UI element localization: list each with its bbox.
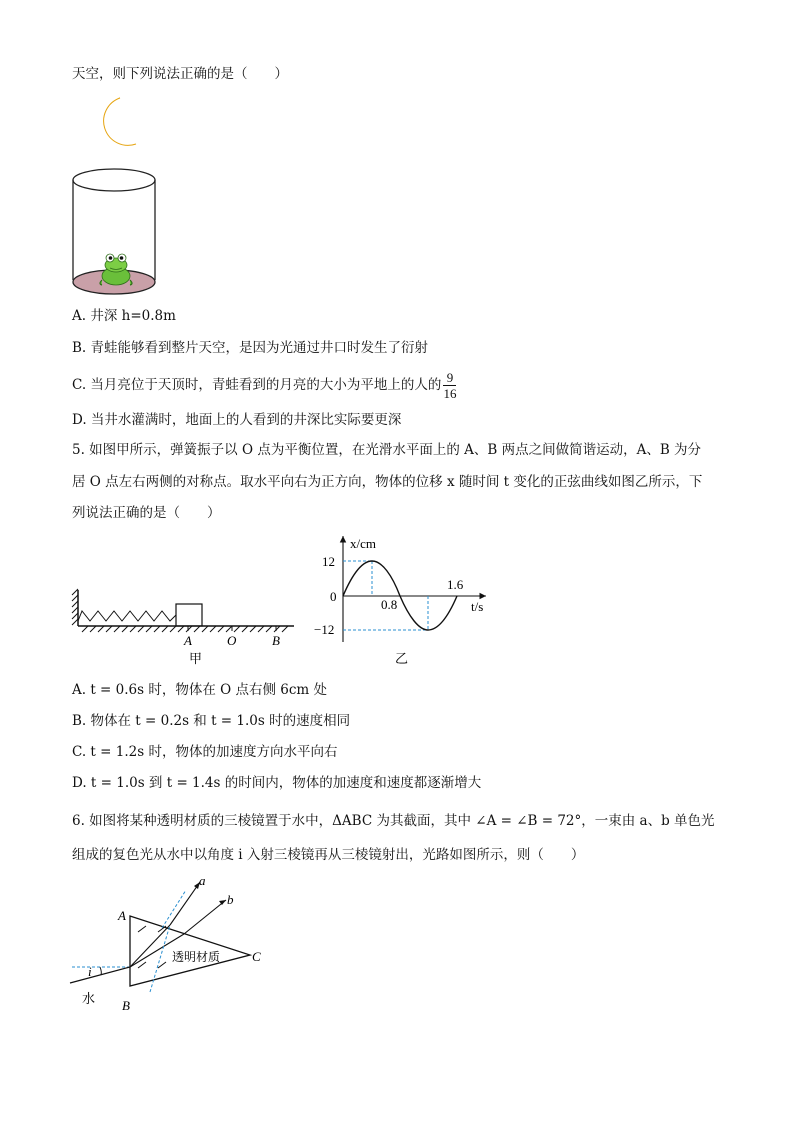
q4-option-b: B. 青蛙能够看到整片天空，是因为光通过井口时发生了衍射 [72,340,429,356]
block [176,604,202,626]
label-water: 水 [82,991,96,1006]
well-frog-figure [66,92,166,302]
tick-12: 12 [322,554,335,569]
label-angle-i: i [88,964,92,979]
label-a: A [184,633,192,648]
label-vertex-b: B [122,998,130,1013]
q4-option-d: D. 当井水灌满时，地面上的人看到的井深比实际要更深 [72,412,402,428]
prism-figure [66,870,276,1020]
q5-stem-line2: 居 O 点左右两侧的对称点。取水平向右为正方向，物体的位移 x 随时间 t 变化的正弦曲线如图乙所示，下 [72,474,703,490]
fraction [443,370,456,401]
q5-option-a: A. t = 0.6s 时，物体在 O 点右侧 6cm 处 [72,682,328,698]
displacement-time-graph [306,532,496,672]
tick-neg12: −12 [314,622,335,637]
q6-stem-line1: 6. 如图将某种透明材质的三棱镜置于水中，ΔABC 为其截面，其中 ∠A = ∠B = 72°，一束由 a、b 单色光 [72,813,715,829]
q5-option-b: B. 物体在 t = 0.2s 和 t = 1.0s 时的速度相同 [72,713,351,729]
q5-option-d: D. t = 1.0s 到 t = 1.4s 的时间内，物体的加速度和速度都逐渐增大 [72,775,482,791]
q4-option-a: A. 井深 h=0.8m [72,308,176,324]
q4-stem-tail: 天空，则下列说法正确的是（ ） [72,66,288,82]
tick-0: 0 [330,589,337,604]
fraction-numerator: 9 [443,370,456,386]
tick-0.8: 0.8 [381,597,398,612]
label-ray-a: a [199,873,206,888]
fraction-denominator: 16 [443,386,457,401]
q5-option-c: C. t = 1.2s 时，物体的加速度方向水平向右 [72,744,338,760]
incident-ray [70,967,130,983]
label-vertex-c: C [252,949,261,964]
crescent-moon-icon [104,98,136,145]
x-axis-label: t/s [471,599,484,614]
q5-stem-line3: 列说法正确的是（ ） [72,505,221,521]
q5-stem-line1: 5. 如图甲所示，弹簧振子以 O 点为平衡位置，在光滑水平面上的 A、B 两点之间做简谐运动，A、B 为分 [72,442,702,458]
tick-1.6: 1.6 [447,577,464,592]
label-o: O [227,633,237,648]
label-ray-b: b [227,892,234,907]
q6-stem-line2: 组成的复色光从水中以角度 i 入射三棱镜再从三棱镜射出，光路如图所示，则（ ） [72,847,585,863]
spring-icon [78,611,176,621]
caption-yi: 乙 [395,651,409,666]
label-vertex-a: A [118,908,126,923]
y-axis-label: x/cm [350,536,376,551]
ray-b-exit [184,900,226,934]
caption-jia: 甲 [189,651,203,666]
q4-option-c-text: C. 当月亮位于天顶时，青蛙看到的月亮的大小为平地上的人的 [72,377,442,393]
label-material: 透明材质 [172,950,221,964]
spring-oscillator-figure [66,585,296,670]
frog-icon [100,254,132,285]
ray-a-exit [170,882,200,925]
q4-option-c [72,370,456,401]
label-b: B [272,633,280,648]
